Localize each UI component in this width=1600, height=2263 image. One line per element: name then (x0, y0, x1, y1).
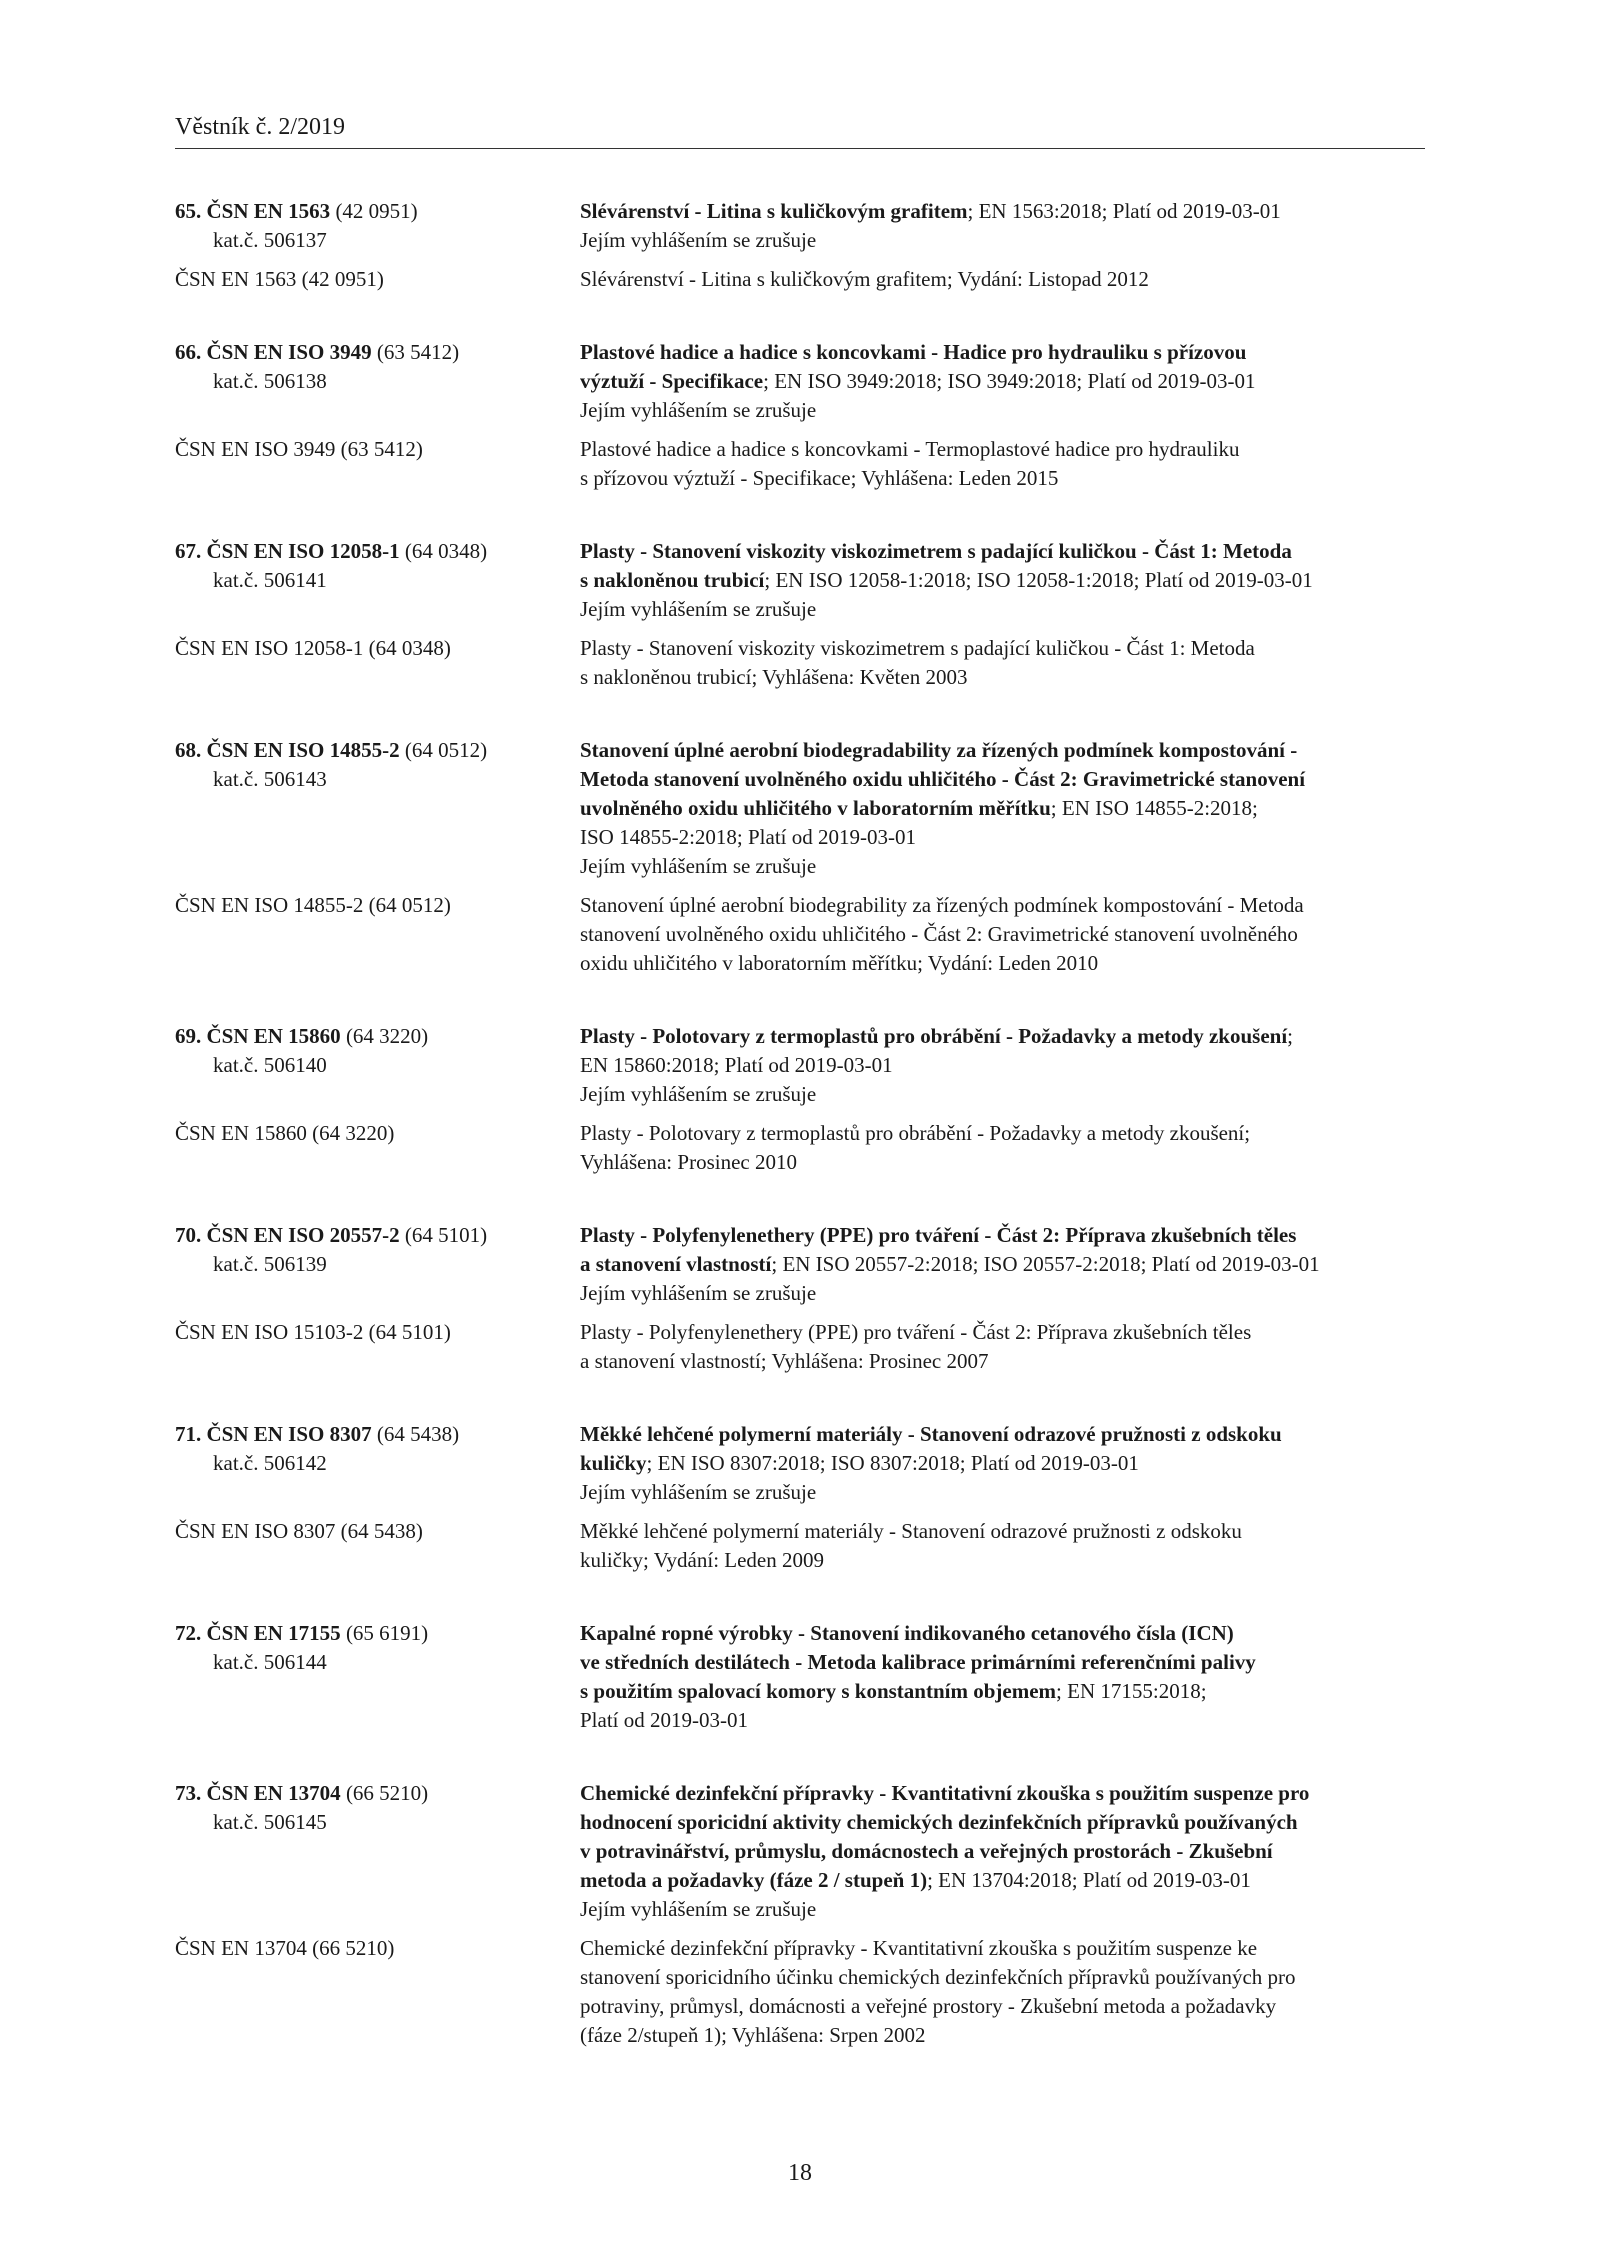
cancellation-note: Jejím vyhlášením se zrušuje (580, 1480, 817, 1504)
replaced-standard-row (175, 265, 1435, 294)
standard-code (175, 1619, 580, 1648)
standard-entry (175, 1619, 1435, 1735)
standard-code (175, 1022, 580, 1051)
standard-description (580, 736, 1435, 881)
standard-description (580, 537, 1435, 624)
standard-code-bold: ČSN EN 13704 (206, 1781, 341, 1805)
classification-code: (64 0512) (399, 738, 488, 762)
catalog-number: kat.č. 506145 (213, 1810, 327, 1834)
title-line (580, 1250, 1435, 1279)
replaced-standard-row (175, 891, 1435, 978)
standard-code-bold: ČSN EN 1563 (206, 199, 331, 223)
entry-number: 72. (175, 1621, 202, 1645)
title-line (580, 367, 1435, 396)
cancellation-note: Jejím vyhlášením se zrušuje (580, 398, 817, 422)
classification-code: (64 5101) (399, 1223, 488, 1247)
standard-code (175, 1420, 580, 1449)
standard-title: hodnocení sporicidní aktivity chemických dezinfekčních přípravků používaných (580, 1810, 1298, 1834)
standards-list (175, 197, 1435, 2094)
standard-title: výztuží - Specifikace (580, 369, 764, 393)
classification-code: (66 5210) (340, 1781, 429, 1805)
catalog-number: kat.č. 506141 (213, 568, 327, 592)
standard-identifier (175, 1779, 580, 1924)
catalog-number: kat.č. 506142 (213, 1451, 327, 1475)
title-line (580, 1837, 1435, 1866)
standard-title: a stanovení vlastností (580, 1252, 772, 1276)
cancellation-note: Jejím vyhlášením se zrušuje (580, 597, 817, 621)
title-line (580, 794, 1435, 823)
standard-code (175, 1779, 580, 1808)
standard-identifier (175, 537, 580, 624)
standard-details: ; EN ISO 14855-2:2018; (1050, 796, 1258, 820)
standard-entry (175, 736, 1435, 978)
page-number: 18 (788, 2160, 812, 2186)
replaced-standard-line: Plastové hadice a hadice s koncovkami - Termoplastové hadice pro hydrauliku (580, 437, 1240, 461)
replaced-standard-code: ČSN EN ISO 3949 (63 5412) (175, 437, 423, 461)
standard-entry (175, 1221, 1435, 1376)
standard-description (580, 1619, 1435, 1735)
title-line (580, 197, 1435, 226)
replaced-standard-description (580, 265, 1435, 294)
cancellation-note: Jejím vyhlášením se zrušuje (580, 1281, 817, 1305)
replaced-standard-description (580, 1934, 1435, 2050)
standard-entry (175, 1779, 1435, 2050)
replaced-standard-code: ČSN EN 13704 (66 5210) (175, 1936, 395, 1960)
standard-code-bold: ČSN EN ISO 20557-2 (206, 1223, 400, 1247)
standard-identifier (175, 1420, 580, 1507)
title-line (580, 1619, 1435, 1648)
new-standard-row (175, 736, 1435, 881)
replaced-standard-line: stanovení sporicidního účinku chemických dezinfekčních přípravků používaných pro (580, 1965, 1296, 1989)
replaced-standard-line: s nakloněnou trubicí; Vyhlášena: Květen 2003 (580, 665, 968, 689)
cancellation-note: Jejím vyhlášením se zrušuje (580, 854, 817, 878)
entry-number: 69. (175, 1024, 202, 1048)
replaced-standard-description (580, 1318, 1435, 1376)
standard-title: Plasty - Polotovary z termoplastů pro obrábění - Požadavky a metody zkoušení (580, 1024, 1288, 1048)
standard-details-line: EN 15860:2018; Platí od 2019-03-01 (580, 1053, 893, 1077)
replaced-standard-code: ČSN EN ISO 12058-1 (64 0348) (175, 636, 451, 660)
new-standard-row (175, 1022, 1435, 1109)
title-line (580, 537, 1435, 566)
standard-identifier (175, 1221, 580, 1308)
replaced-standard-row (175, 1517, 1435, 1575)
standard-details-line: ISO 14855-2:2018; Platí od 2019-03-01 (580, 825, 916, 849)
classification-code: (64 3220) (340, 1024, 429, 1048)
standard-title: Plasty - Stanovení viskozity viskozimetrem s padající kuličkou - Část 1: Metoda (580, 539, 1292, 563)
title-line (580, 736, 1435, 765)
new-standard-row (175, 537, 1435, 624)
replaced-standard-line: Slévárenství - Litina s kuličkovým grafitem; Vydání: Listopad 2012 (580, 267, 1149, 291)
standard-title: s použitím spalovací komory s konstantním objemem (580, 1679, 1057, 1703)
classification-code: (64 5438) (371, 1422, 460, 1446)
title-line (580, 1449, 1435, 1478)
standard-code (175, 537, 580, 566)
replaced-standard-description (580, 435, 1435, 493)
standard-identifier (175, 1619, 580, 1735)
title-line (580, 1221, 1435, 1250)
catalog-number: kat.č. 506144 (213, 1650, 327, 1674)
classification-code: (42 0951) (330, 199, 418, 223)
replaced-standard-row (175, 1934, 1435, 2050)
replaced-standard-line: oxidu uhličitého v laboratorním měřítku; Vydání: Leden 2010 (580, 951, 1099, 975)
standard-title: s nakloněnou trubicí (580, 568, 765, 592)
standard-title: Plasty - Polyfenylenethery (PPE) pro tváření - Část 2: Příprava zkušebních těles (580, 1223, 1297, 1247)
replaced-standard-row (175, 634, 1435, 692)
standard-identifier (175, 1022, 580, 1109)
title-line (580, 1808, 1435, 1837)
classification-code: (63 5412) (371, 340, 460, 364)
replaced-standard-code: ČSN EN 15860 (64 3220) (175, 1121, 395, 1145)
title-line (580, 1866, 1435, 1895)
standard-code (175, 1221, 580, 1250)
standard-title: ve středních destilátech - Metoda kalibrace primárními referenčními palivy (580, 1650, 1256, 1674)
catalog-number: kat.č. 506138 (213, 369, 327, 393)
catalog-number: kat.č. 506137 (213, 228, 327, 252)
replaced-standard-line: stanovení uvolněného oxidu uhličitého - Část 2: Gravimetrické stanovení uvolněného (580, 922, 1298, 946)
entry-number: 66. (175, 340, 202, 364)
entry-number: 71. (175, 1422, 202, 1446)
standard-entry (175, 1022, 1435, 1177)
standard-entry (175, 1420, 1435, 1575)
standard-title: Stanovení úplné aerobní biodegradability za řízených podmínek kompostování - (580, 738, 1298, 762)
standard-description (580, 1420, 1435, 1507)
standard-title: metoda a požadavky (fáze 2 / stupeň 1) (580, 1868, 928, 1892)
new-standard-row (175, 1420, 1435, 1507)
replaced-standard-row (175, 435, 1435, 493)
replaced-standard-line: kuličky; Vydání: Leden 2009 (580, 1548, 824, 1572)
replaced-standard-code: ČSN EN ISO 8307 (64 5438) (175, 1519, 423, 1543)
standard-entry (175, 197, 1435, 294)
catalog-number: kat.č. 506140 (213, 1053, 327, 1077)
standard-code-bold: ČSN EN ISO 8307 (206, 1422, 372, 1446)
standard-code (175, 736, 580, 765)
replaced-standard-description (580, 891, 1435, 978)
replaced-standard-line: Vyhlášena: Prosinec 2010 (580, 1150, 797, 1174)
replaced-standard-line: Měkké lehčené polymerní materiály - Stanovení odrazové pružnosti z odskoku (580, 1519, 1242, 1543)
standard-code (175, 338, 580, 367)
standard-entry (175, 338, 1435, 493)
standard-description (580, 1221, 1435, 1308)
title-line (580, 1022, 1435, 1051)
replaced-standard-line: Stanovení úplné aerobní biodegrability za řízených podmínek kompostování - Metoda (580, 893, 1304, 917)
replaced-standard-description (580, 1517, 1435, 1575)
new-standard-row (175, 1619, 1435, 1735)
standard-description (580, 1779, 1435, 1924)
standard-description (580, 197, 1435, 255)
standard-title: Metoda stanovení uvolněného oxidu uhličitého - Část 2: Gravimetrické stanovení (580, 767, 1306, 791)
standard-details: ; EN ISO 3949:2018; ISO 3949:2018; Platí od 2019-03-01 (763, 369, 1256, 393)
replaced-standard-line: s přízovou výztuží - Specifikace; Vyhlášena: Leden 2015 (580, 466, 1059, 490)
replaced-standard-code: ČSN EN ISO 14855-2 (64 0512) (175, 893, 451, 917)
standard-details: ; EN 1563:2018; Platí od 2019-03-01 (967, 199, 1281, 223)
classification-code: (64 0348) (399, 539, 488, 563)
replaced-standard-description (580, 634, 1435, 692)
standard-code (175, 197, 580, 226)
standard-title: Měkké lehčené polymerní materiály - Stanovení odrazové pružnosti z odskoku (580, 1422, 1282, 1446)
title-line (580, 765, 1435, 794)
title-line (580, 1779, 1435, 1808)
entry-number: 70. (175, 1223, 202, 1247)
new-standard-row (175, 1779, 1435, 1924)
standard-identifier (175, 338, 580, 425)
replaced-standard-code: ČSN EN 1563 (42 0951) (175, 267, 384, 291)
standard-title: kuličky (580, 1451, 647, 1475)
cancellation-note: Jejím vyhlášením se zrušuje (580, 1897, 817, 1921)
standard-code-bold: ČSN EN ISO 12058-1 (206, 539, 400, 563)
title-line (580, 1420, 1435, 1449)
replaced-standard-line: a stanovení vlastností; Vyhlášena: Prosinec 2007 (580, 1349, 989, 1373)
standard-title: uvolněného oxidu uhličitého v laboratorním měřítku (580, 796, 1051, 820)
replaced-standard-description (580, 1119, 1435, 1177)
classification-code: (65 6191) (340, 1621, 429, 1645)
standard-code-bold: ČSN EN 17155 (206, 1621, 341, 1645)
standard-details: ; EN ISO 20557-2:2018; ISO 20557-2:2018; Platí od 2019-03-01 (771, 1252, 1320, 1276)
entry-number: 65. (175, 199, 202, 223)
standard-entry (175, 537, 1435, 692)
standard-code-bold: ČSN EN 15860 (206, 1024, 341, 1048)
replaced-standard-code: ČSN EN ISO 15103-2 (64 5101) (175, 1320, 451, 1344)
replaced-standard-line: Plasty - Polyfenylenethery (PPE) pro tváření - Část 2: Příprava zkušebních těles (580, 1320, 1252, 1344)
replaced-standard-row (175, 1318, 1435, 1376)
new-standard-row (175, 338, 1435, 425)
standard-code-bold: ČSN EN ISO 14855-2 (206, 738, 400, 762)
standard-code-bold: ČSN EN ISO 3949 (206, 340, 372, 364)
cancellation-note: Jejím vyhlášením se zrušuje (580, 1082, 817, 1106)
standard-title: Slévárenství - Litina s kuličkovým grafitem (580, 199, 968, 223)
replaced-standard-line: Plasty - Polotovary z termoplastů pro obrábění - Požadavky a metody zkoušení; (580, 1121, 1251, 1145)
standard-details: ; EN 17155:2018; (1056, 1679, 1207, 1703)
title-line (580, 338, 1435, 367)
title-line (580, 566, 1435, 595)
catalog-number: kat.č. 506139 (213, 1252, 327, 1276)
standard-description (580, 338, 1435, 425)
standard-description (580, 1022, 1435, 1109)
replaced-standard-line: (fáze 2/stupeň 1); Vyhlášena: Srpen 2002 (580, 2023, 926, 2047)
entry-number: 67. (175, 539, 202, 563)
standard-details: ; EN ISO 8307:2018; ISO 8307:2018; Platí od 2019-03-01 (646, 1451, 1139, 1475)
standard-title: v potravinářství, průmyslu, domácnostech a veřejných prostorách - Zkušební (580, 1839, 1273, 1863)
standard-details: ; (1287, 1024, 1294, 1048)
standard-details: ; EN 13704:2018; Platí od 2019-03-01 (927, 1868, 1251, 1892)
cancellation-note: Jejím vyhlášením se zrušuje (580, 228, 817, 252)
standard-details: ; EN ISO 12058-1:2018; ISO 12058-1:2018; Platí od 2019-03-01 (764, 568, 1313, 592)
title-line (580, 1677, 1435, 1706)
title-line (580, 1648, 1435, 1677)
entry-number: 73. (175, 1781, 202, 1805)
standard-title: Kapalné ropné výrobky - Stanovení indikovaného cetanového čísla (ICN) (580, 1621, 1234, 1645)
standard-identifier (175, 736, 580, 881)
replaced-standard-line: potraviny, průmysl, domácnosti a veřejné prostory - Zkušební metoda a požadavky (580, 1994, 1277, 2018)
replaced-standard-line: Plasty - Stanovení viskozity viskozimetrem s padající kuličkou - Část 1: Metoda (580, 636, 1255, 660)
entry-number: 68. (175, 738, 202, 762)
replaced-standard-line: Chemické dezinfekční přípravky - Kvantitativní zkouška s použitím suspenze ke (580, 1936, 1258, 1960)
standard-title: Plastové hadice a hadice s koncovkami - Hadice pro hydrauliku s přízovou (580, 340, 1247, 364)
new-standard-row (175, 1221, 1435, 1308)
page-header: Věstník č. 2/2019 (175, 112, 1425, 149)
replaced-standard-row (175, 1119, 1435, 1177)
standard-details-line: Platí od 2019-03-01 (580, 1708, 748, 1732)
new-standard-row (175, 197, 1435, 255)
standard-identifier (175, 197, 580, 255)
catalog-number: kat.č. 506143 (213, 767, 327, 791)
standard-title: Chemické dezinfekční přípravky - Kvantitativní zkouška s použitím suspenze pro (580, 1781, 1310, 1805)
